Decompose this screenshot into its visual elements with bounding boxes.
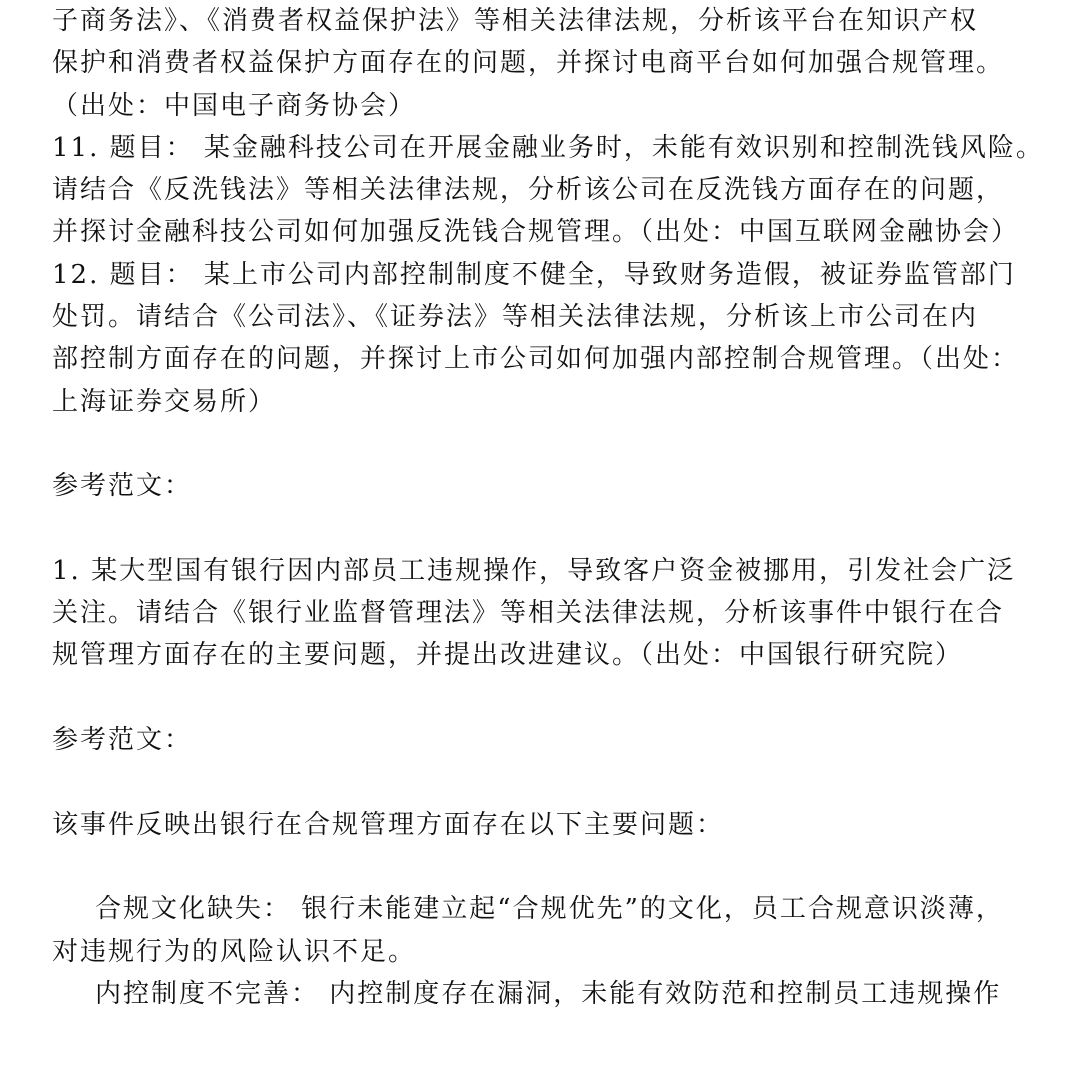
problem-list — [52, 888, 1060, 1015]
text-line: 子商务法》、《消费者权益保护法》等相关法律法规，分析该平台在知识产权 — [52, 6, 979, 36]
problem-term: 合规文化缺失： — [95, 894, 292, 925]
example-number: 1. — [52, 555, 81, 586]
question-12 — [52, 254, 1060, 423]
text-line: 请结合《反洗钱法》等相关法律法规，分析该公司在反洗钱方面存在的问题， — [52, 175, 1005, 206]
text-line: 并探讨金融科技公司如何加强反洗钱合规管理。（出处：中国互联网金融协会） — [52, 217, 1020, 248]
example-heading-line — [52, 550, 1060, 592]
example-1 — [52, 550, 1060, 677]
section-heading: 参考范文： — [52, 471, 193, 502]
answer-intro: 该事件反映出银行在合规管理方面存在以下主要问题： — [52, 809, 725, 840]
blank-line — [52, 677, 1060, 719]
text-line: 对违规行为的风险认识不足。 — [52, 936, 417, 967]
problem-term: 内控制度不完善： — [95, 978, 320, 1009]
question-number: 11. — [52, 132, 100, 163]
question-text: 某上市公司内部控制制度不健全，导致财务造假，被证券监管部门 — [203, 259, 1016, 290]
blank-line — [52, 508, 1060, 550]
problem-description: 银行未能建立起“合规优先”的文化，员工合规意识淡薄， — [301, 894, 1004, 925]
question-10-continuation — [52, 0, 1060, 127]
text-line: 处罚。请结合《公司法》、《证券法》等相关法律法规，分析该上市公司在内 — [52, 302, 979, 333]
question-label: 题目： — [109, 132, 194, 163]
problem-item — [52, 888, 1060, 930]
example-text: 某大型国有银行因内部员工违规操作，导致客户资金被挪用，引发社会广泛 — [91, 555, 1016, 586]
source-citation: （出处：中国电子商务协会） — [52, 90, 417, 121]
question-text: 某金融科技公司在开展金融业务时，未能有效识别和控制洗钱风险。 — [203, 132, 1044, 163]
blank-line — [52, 423, 1060, 465]
problem-item — [52, 973, 1060, 1015]
section-heading: 参考范文： — [52, 725, 193, 756]
question-11 — [52, 127, 1060, 254]
text-line: 上海证券交易所） — [52, 386, 277, 417]
question-label: 题目： — [109, 259, 194, 290]
question-number: 12. — [52, 259, 100, 290]
text-line: 规管理方面存在的主要问题，并提出改进建议。（出处：中国银行研究院） — [52, 640, 964, 671]
problem-description: 内控制度存在漏洞，未能有效防范和控制员工违规操作 — [329, 978, 1002, 1009]
text-line: 关注。请结合《银行业监督管理法》等相关法律法规，分析该事件中银行在合 — [52, 598, 1005, 629]
question-heading-line — [52, 254, 1060, 296]
question-heading-line — [52, 127, 1060, 169]
text-line: 部控制方面存在的问题，并探讨上市公司如何加强内部控制合规管理。（出处： — [52, 344, 1020, 375]
text-line: 保护和消费者权益保护方面存在的问题，并探讨电商平台如何加强合规管理。 — [52, 48, 1005, 79]
blank-line — [52, 846, 1060, 888]
blank-line — [52, 761, 1060, 803]
